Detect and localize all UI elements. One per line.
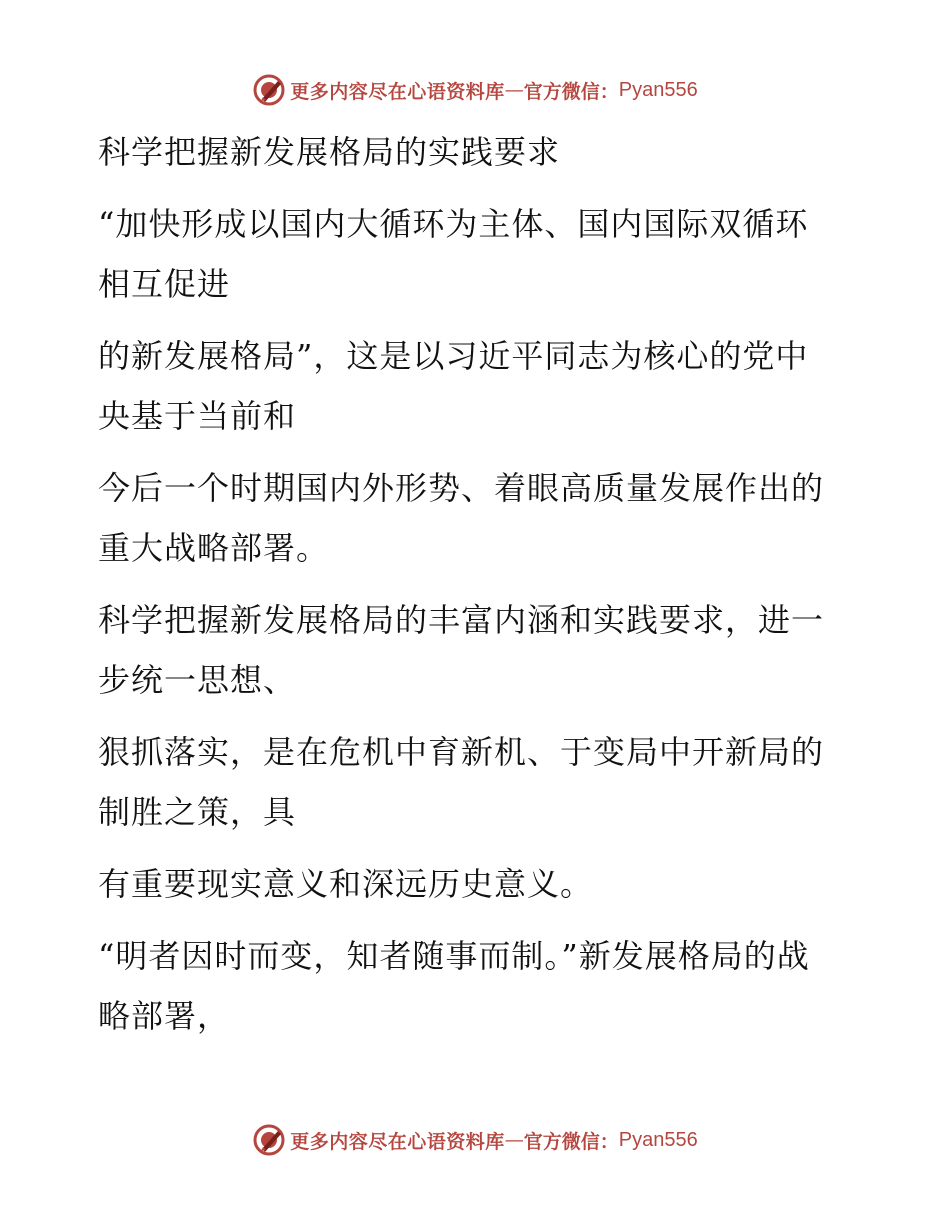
footer-banner-wechat-label: 官方微信： bbox=[523, 1130, 619, 1153]
paragraph-2: “加快形成以国内大循环为主体、国内国际双循环相互促进 bbox=[98, 205, 809, 303]
header-banner-dash: — bbox=[504, 79, 524, 101]
footer-banner-wechat-id: Pyan556 bbox=[618, 1128, 698, 1151]
header-banner-wechat-id: Pyan556 bbox=[618, 78, 698, 101]
pen-logo-icon bbox=[252, 1123, 286, 1157]
paragraph-1: 科学把握新发展格局的实践要求 bbox=[98, 133, 561, 171]
paragraph-8: “明者因时而变，知者随事而制。”新发展格局的战略部署， bbox=[98, 937, 810, 1035]
document-body bbox=[98, 122, 838, 1058]
footer-banner-title: 更多内容尽在心语资料库 bbox=[290, 1130, 505, 1153]
paragraph-4: 今后一个时期国内外形势、着眼高质量发展作出的重大战略部署。 bbox=[98, 469, 825, 567]
header-banner bbox=[0, 70, 950, 110]
footer-banner bbox=[0, 1120, 950, 1160]
paragraph-3: 的新发展格局”，这是以习近平同志为核心的党中央基于当前和 bbox=[98, 337, 809, 435]
header-banner-wechat-label: 官方微信： bbox=[523, 80, 619, 103]
paragraph-6: 狠抓落实，是在危机中育新机、于变局中开新局的制胜之策，具 bbox=[98, 733, 825, 831]
paragraph-5: 科学把握新发展格局的丰富内涵和实践要求，进一步统一思想、 bbox=[98, 601, 825, 699]
footer-banner-dash: — bbox=[504, 1129, 524, 1151]
header-banner-title: 更多内容尽在心语资料库 bbox=[290, 80, 505, 103]
pen-logo-icon bbox=[252, 73, 286, 107]
paragraph-7: 有重要现实意义和深远历史意义。 bbox=[98, 865, 594, 903]
